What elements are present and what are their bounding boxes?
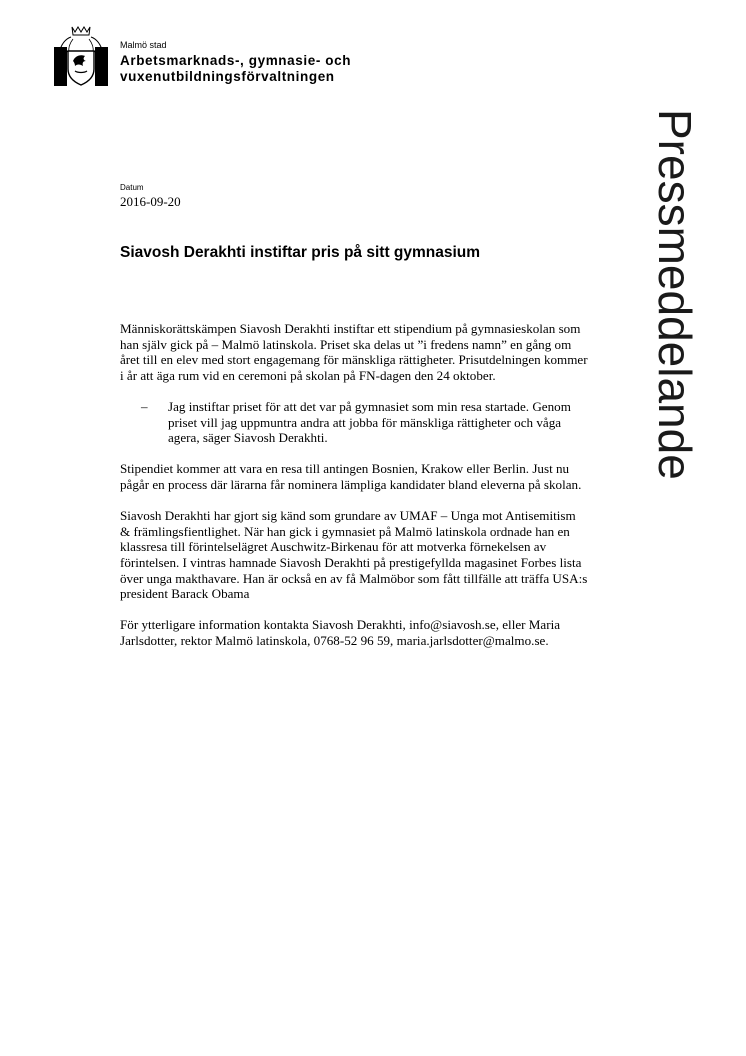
quote-paragraph [141,398,588,446]
malmo-coat-of-arms-icon [53,25,109,87]
quote-text: Jag instiftar priset för att det var på gymnasiet som min resa startade. Genom priset vill jag uppmuntra andra att jobba för mänskliga rättigheter och våga agera, säger Siavosh Derakhti. [168,398,571,446]
org-city: Malmö stad [120,40,167,50]
paragraph-contact: För ytterligare information kontakta Siavosh Derakhti, info@siavosh.se, eller Maria Jarlsdotter, rektor Malmö latinskola, 0768-52 96 59, maria.jarlsdotter@malmo.se. [120,617,561,648]
press-release-body [120,321,588,664]
quote-dash: – [141,398,148,414]
paragraph-scholarship: Stipendiet kommer att vara en resa till antingen Bosnien, Krakow eller Berlin. Just nu pågår en process där lärarna får nominera lämpliga kandidater bland eleverna på skolan. [120,461,582,492]
headline: Siavosh Derakhti instiftar pris på sitt gymnasium [120,244,481,261]
date-label: Datum [120,183,144,192]
document-type-label: Pressmeddelande [649,109,701,480]
paragraph-background: Siavosh Derakhti har gjort sig känd som grundare av UMAF – Unga mot Antisemitism & främlingsfientlighet. När han gick i gymnasiet på Malmö latinskola ordnade han en klassresa till förintelselägret Auschwitz-Birkenau för att motverka förnekelsen av förintelsen. I vintras hamnade Siavosh Derakhti på prestigefyllda magasinet Forbes lista över unga makthavare. Han är också en av få Malmöbor som fått tillfälle att träffa USA:s president Barack Obama [120,508,588,602]
date-value: 2016-09-20 [120,194,181,209]
org-name: Arbetsmarknads-, gymnasie- och vuxenutbildningsförvaltningen [120,53,352,84]
paragraph-intro: Människorättskämpen Siavosh Derakhti instiftar ett stipendium på gymnasieskolan som han själv gick på – Malmö latinskola. Priset ska delas ut ”i fredens namn” en gång om året till en elev med stort engagemang för mänskliga rättigheter. Prisutdelningen kommer i år att äga rum vid en ceremoni på skolan på FN-dagen den 24 oktober. [120,321,588,383]
